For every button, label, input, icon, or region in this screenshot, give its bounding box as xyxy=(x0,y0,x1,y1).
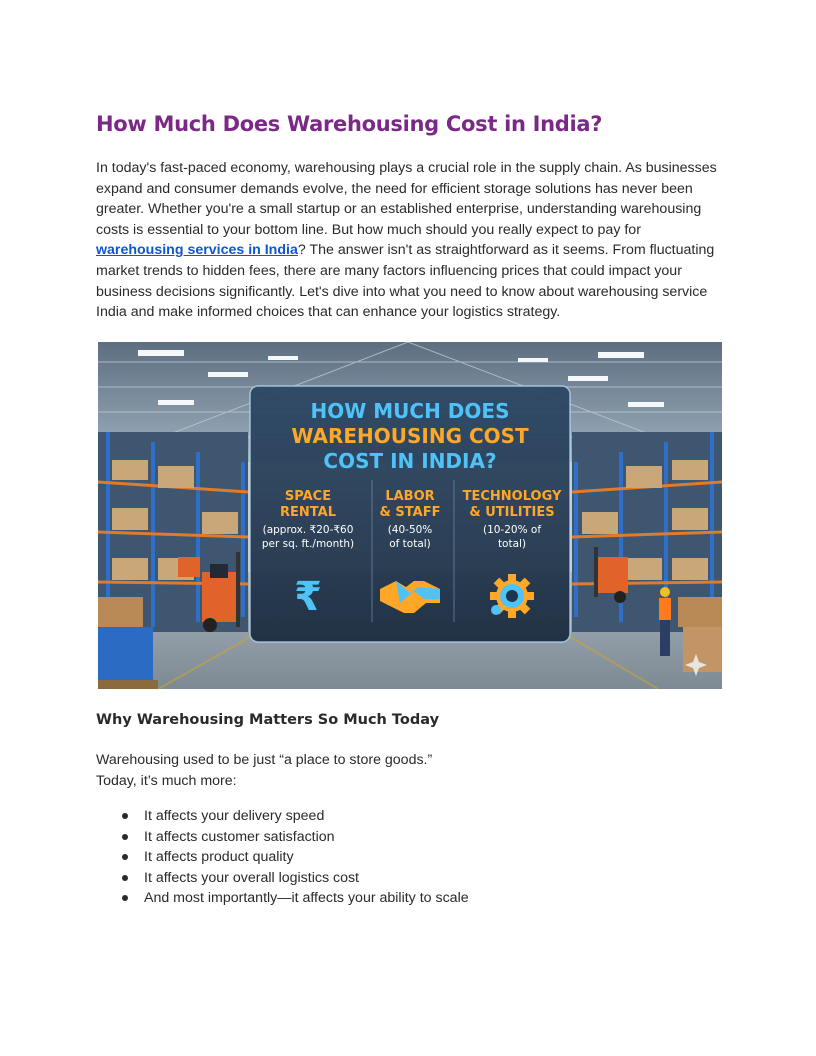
technology-utilities-title-line2: & UTILITIES xyxy=(469,505,555,520)
space-rental-sub-line2: per sq. ft./month) xyxy=(261,538,355,550)
list-item: It affects customer satisfaction xyxy=(120,827,469,848)
section-paragraph-line2: Today, it’s much more: xyxy=(96,772,237,789)
bullet-list xyxy=(120,806,469,909)
technology-utilities-title-line1: TECHNOLOGY xyxy=(462,489,562,504)
labor-staff-title-line1: LABOR xyxy=(385,489,435,504)
labor-staff-title-line2: & STAFF xyxy=(379,505,441,520)
warehousing-services-link[interactable]: warehousing services in India xyxy=(96,242,298,259)
infographic-heading-line2: WAREHOUSING COST xyxy=(291,424,529,448)
section-paragraph xyxy=(96,750,432,791)
section-paragraph-line1: Warehousing used to be just “a place to store goods.” xyxy=(96,752,433,768)
list-item: And most importantly—it affects your ability to scale xyxy=(120,888,469,909)
space-rental-title-line2: RENTAL xyxy=(280,505,336,520)
list-item: It affects your delivery speed xyxy=(120,806,469,827)
technology-utilities-sub-line1: (10-20% of xyxy=(482,524,542,536)
intro-paragraph xyxy=(96,158,726,323)
labor-staff-sub-line2: of total) xyxy=(389,538,431,550)
list-item: It affects your overall logistics cost xyxy=(120,868,469,889)
infographic-image xyxy=(98,342,722,689)
section-heading: Why Warehousing Matters So Much Today xyxy=(96,712,440,728)
page-title: How Much Does Warehousing Cost in India? xyxy=(96,112,603,136)
infographic-heading-line3: COST IN INDIA? xyxy=(323,449,497,473)
infographic-heading-line1: HOW MUCH DOES xyxy=(310,399,510,423)
list-item: It affects product quality xyxy=(120,847,469,868)
gear-icon xyxy=(490,574,534,618)
space-rental-sub-line1: (approx. ₹20-₹60 xyxy=(262,524,354,536)
intro-text-start: In today's fast-paced economy, warehousing plays a crucial role in the supply chain. As businesses expand and consumer demands evolve, the need for efficient storage solutions has never been greater. Whether you're a small startup or an established enterprise, understanding warehousing costs is essential to your bottom line. But how much should you really expect to pay for xyxy=(96,160,717,238)
intro-text-end: ? The answer isn't as straightforward as it seems. From fluctuating market trends to hidden fees, there are many factors influencing prices that could impact your business decisions significantly. Let's dive into what you need to know about warehousing service India and make informed choices that can enhance your logistics strategy. xyxy=(96,242,715,321)
technology-utilities-sub-line2: total) xyxy=(497,538,527,550)
space-rental-title-line1: SPACE xyxy=(284,489,332,504)
rupee-icon: ₹ xyxy=(294,574,322,620)
labor-staff-sub-line1: (40-50% xyxy=(387,524,433,536)
